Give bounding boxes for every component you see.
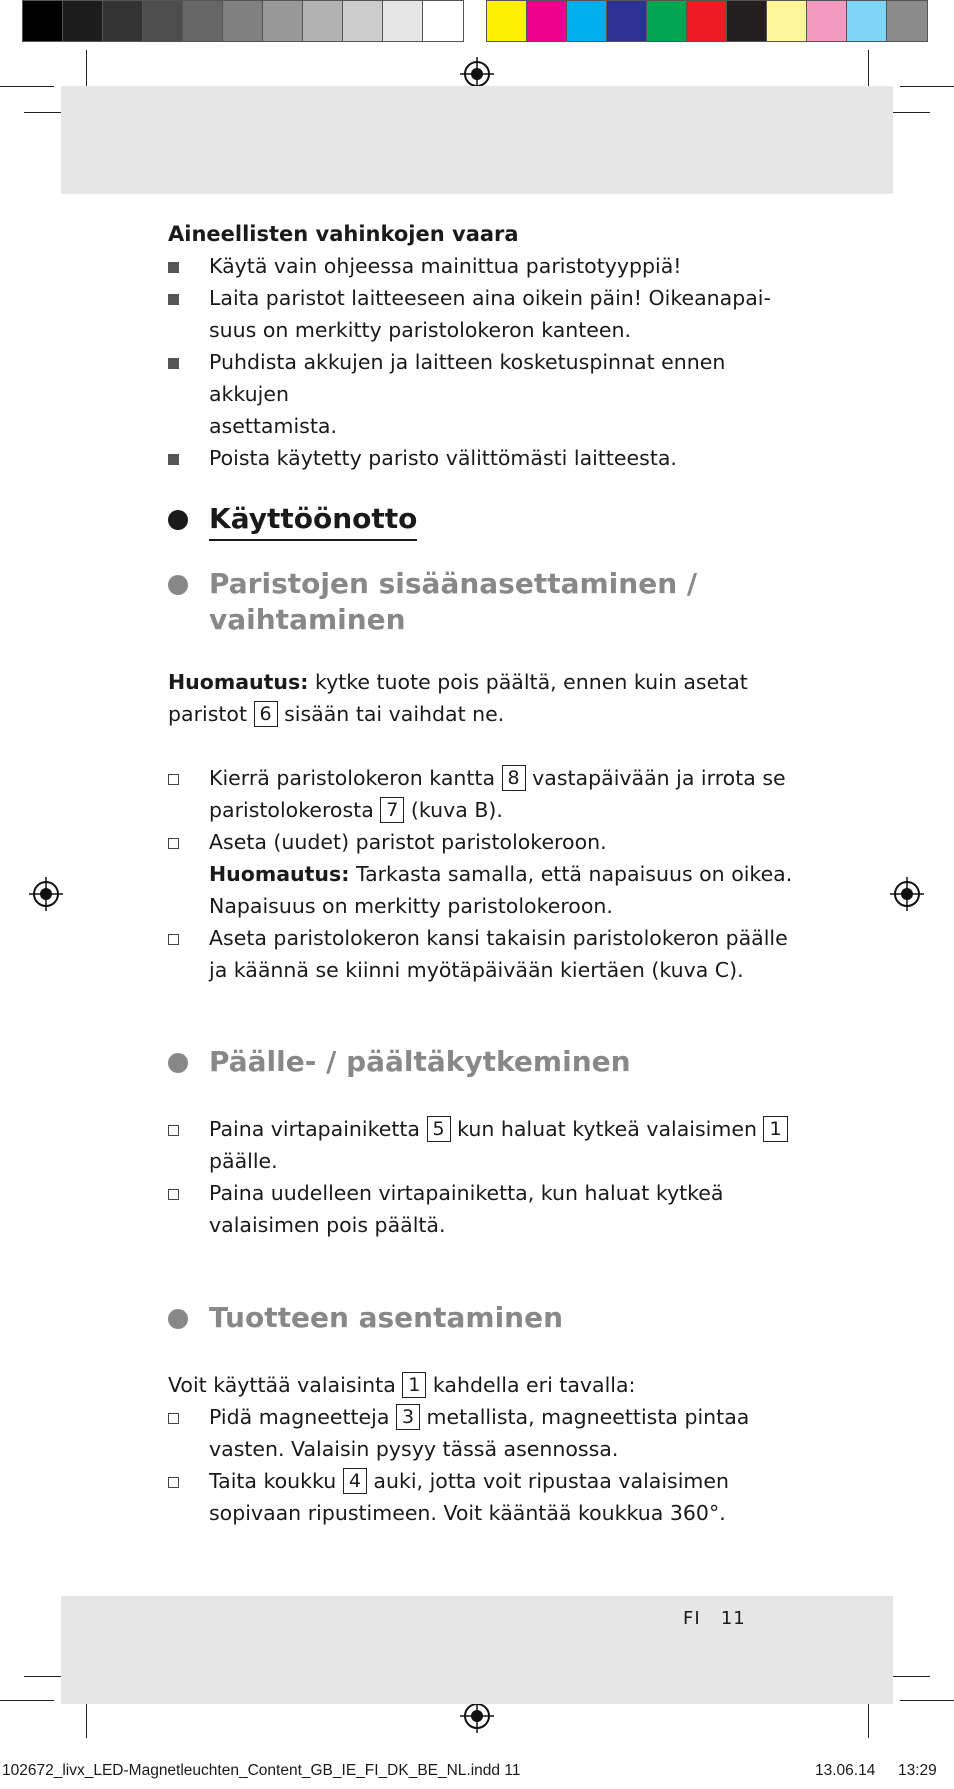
footer-band [61, 1596, 893, 1704]
page-number: FI 11 [683, 1608, 746, 1629]
color-swatch [143, 1, 183, 41]
square-bullet-icon [168, 294, 179, 305]
color-swatch [607, 1, 647, 41]
list-item: Laita paristot laitteeseen aina oikein päin! Oikeanapai- suus on merkitty paristolokeron kanteen. [168, 282, 798, 346]
color-swatch [887, 1, 927, 41]
bullet-dot-icon [168, 510, 188, 530]
color-swatch [303, 1, 343, 41]
footer-time: 13:29 [898, 1762, 937, 1779]
color-swatch [423, 1, 463, 41]
reference-number: 1 [763, 1116, 787, 1142]
registration-mark-icon [29, 877, 63, 911]
footer-date: 13.06.14 [815, 1762, 876, 1779]
checkbox-bullet-icon [168, 1413, 179, 1424]
section-heading-mount: Tuotteen asentaminen [168, 1300, 563, 1336]
list-item: Aseta (uudet) paristot paristolokeroon. Huomautus: Tarkasta samalla, että napaisuus on oikea. Napaisuus on merkitty paristolokeroon. [168, 826, 798, 922]
battery-note: Huomautus: kytke tuote pois päältä, ennen kuin asetat paristot 6 sisään tai vaihdat ne. [168, 670, 748, 726]
crop-mark [0, 1700, 54, 1701]
list-item: Paina uudelleen virtapainiketta, kun haluat kytkeä valaisimen pois päältä. [168, 1177, 798, 1241]
crop-mark [0, 86, 54, 87]
list-item: Puhdista akkujen ja laitteen kosketuspinnat ennen akkujen asettamista. [168, 346, 798, 442]
list-item: Käytä vain ohjeessa mainittua paristotyyppiä! [168, 250, 798, 282]
checkbox-bullet-icon [168, 838, 179, 849]
color-swatch [527, 1, 567, 41]
color-swatch [647, 1, 687, 41]
section-heading-onoff: Päälle- / päältäkytkeminen [168, 1044, 631, 1080]
color-swatch [223, 1, 263, 41]
reference-number: 8 [502, 765, 526, 791]
list-item: Pidä magneetteja 3 metallista, magneettista pintaa vasten. Valaisin pysyy tässä asennossa. [168, 1401, 798, 1465]
reference-number: 7 [380, 797, 404, 823]
color-swatch [103, 1, 143, 41]
color-swatch [343, 1, 383, 41]
color-swatch [183, 1, 223, 41]
mount-section [168, 1369, 798, 1529]
reference-number: 5 [427, 1116, 451, 1142]
color-calibration-bar [486, 0, 928, 42]
crop-mark [900, 1700, 954, 1701]
square-bullet-icon [168, 358, 179, 369]
footer-filename: 102672_livx_LED-Magnetleuchten_Content_GB_IE_FI_DK_BE_NL.indd 11 [2, 1762, 521, 1779]
crop-mark [900, 86, 954, 87]
checkbox-bullet-icon [168, 1125, 179, 1136]
mount-intro: Voit käyttää valaisinta 1 kahdella eri tavalla: [168, 1373, 636, 1397]
grayscale-calibration-bar [22, 0, 464, 42]
color-swatch [383, 1, 423, 41]
bullet-dot-icon [168, 1309, 188, 1329]
bullet-dot-icon [168, 1053, 188, 1073]
list-item: Kierrä paristolokeron kantta 8 vastapäivään ja irrota se paristolokerosta 7 (kuva B). [168, 762, 798, 826]
reference-number: 4 [343, 1468, 367, 1494]
color-swatch [767, 1, 807, 41]
color-swatch [23, 1, 63, 41]
checkbox-bullet-icon [168, 934, 179, 945]
registration-mark-icon [890, 877, 924, 911]
damage-heading: Aineellisten vahinkojen vaara [168, 222, 519, 246]
color-swatch [687, 1, 727, 41]
damage-warning-section [168, 218, 798, 474]
damage-list [168, 250, 798, 474]
checkbox-bullet-icon [168, 774, 179, 785]
section-heading-battery: Paristojen sisäänasettaminen / vaihtaminen [168, 566, 697, 638]
reference-number: 6 [254, 701, 278, 727]
color-swatch [487, 1, 527, 41]
checkbox-bullet-icon [168, 1189, 179, 1200]
color-swatch [567, 1, 607, 41]
color-swatch [63, 1, 103, 41]
registration-mark-icon [460, 1699, 494, 1733]
color-swatch [727, 1, 767, 41]
list-item: Taita koukku 4 auki, jotta voit ripustaa valaisimen sopivaan ripustimeen. Voit kääntää koukkua 360°. [168, 1465, 798, 1529]
header-band [61, 86, 893, 194]
section-heading-startup: Käyttöönotto [168, 501, 417, 541]
list-item: Aseta paristolokeron kansi takaisin paristolokeron päälle ja käännä se kiinni myötäpäivään kiertäen (kuva C). [168, 922, 798, 986]
checkbox-bullet-icon [168, 1477, 179, 1488]
color-swatch [847, 1, 887, 41]
square-bullet-icon [168, 454, 179, 465]
list-item: Paina virtapainiketta 5 kun haluat kytkeä valaisimen 1 päälle. [168, 1113, 798, 1177]
list-item: Poista käytetty paristo välittömästi laitteesta. [168, 442, 798, 474]
color-swatch [807, 1, 847, 41]
square-bullet-icon [168, 262, 179, 273]
battery-steps [168, 762, 798, 986]
color-swatch [263, 1, 303, 41]
reference-number: 1 [402, 1372, 426, 1398]
reference-number: 3 [396, 1404, 420, 1430]
onoff-steps [168, 1113, 798, 1241]
bullet-dot-icon [168, 575, 188, 595]
